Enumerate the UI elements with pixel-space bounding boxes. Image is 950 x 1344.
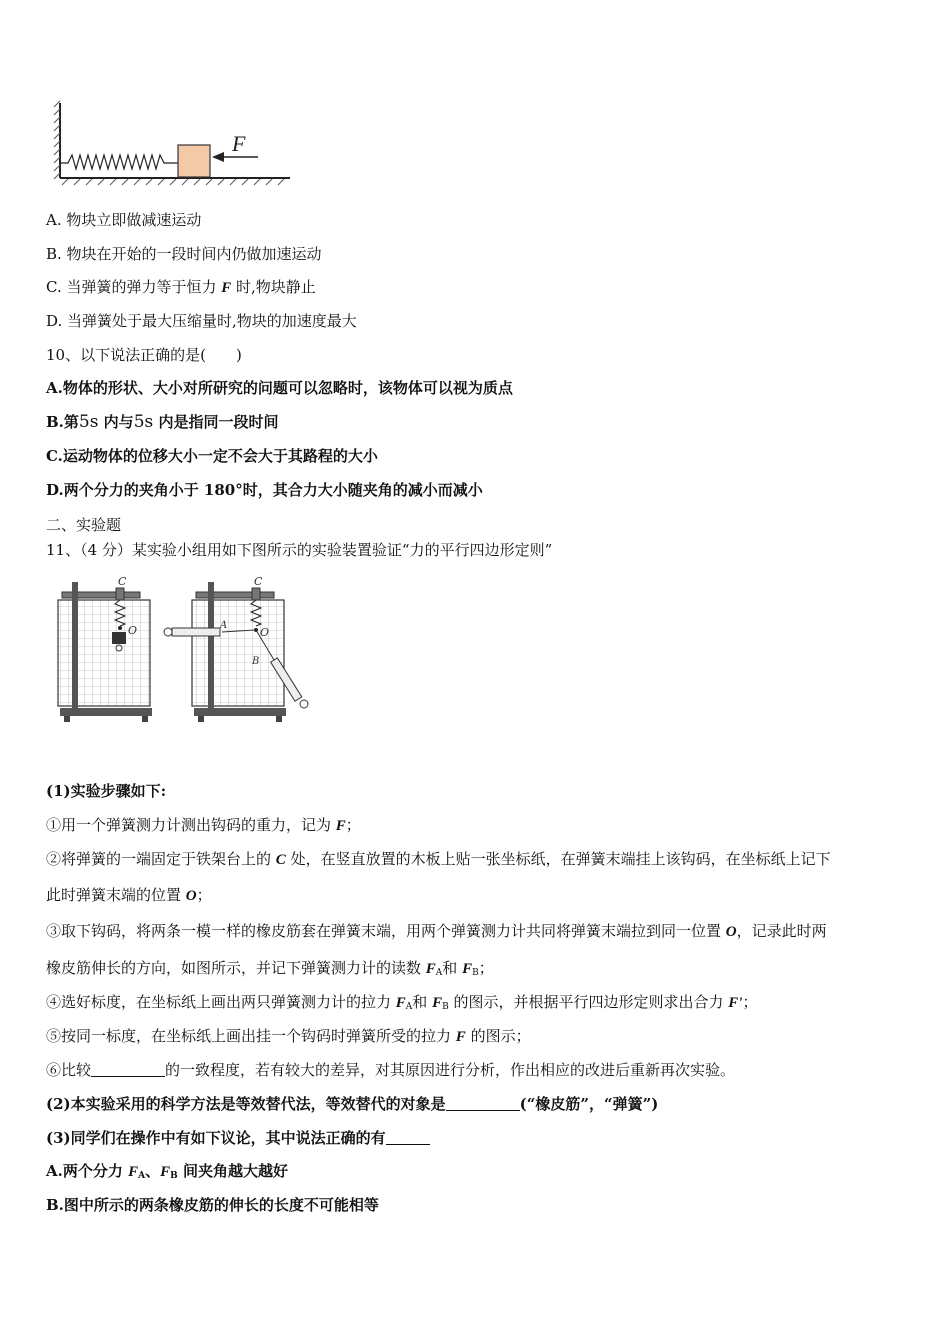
step-3: ③取下钩码，将两条一模一样的橡皮筋套在弹簧末端，用两个弹簧测力计共同将弹簧末端拉到同一位置 O，记录此时两 bbox=[46, 922, 827, 940]
answer-blank-2[interactable] bbox=[446, 1096, 520, 1111]
experiment-figure bbox=[52, 574, 332, 734]
step-3-cont: 橡皮筋伸长的方向，如图所示，并记下弹簧测力计的读数 $F_A$和 $F_B$； bbox=[46, 959, 494, 978]
answer-blank-1[interactable] bbox=[91, 1062, 165, 1077]
q11-option-b: B.图中所示的两条橡皮筋的伸长的长度不可能相等 bbox=[46, 1196, 379, 1214]
q11-option-a: A.两个分力 $F_A$、$F_B$ 间夹角越大越好 bbox=[46, 1162, 288, 1181]
block bbox=[178, 145, 210, 177]
q10-stem: 10、以下说法正确的是( ) bbox=[46, 346, 242, 364]
step-5: ⑤按同一标度，在坐标纸上画出挂一个钩码时弹簧所受的拉力 F 的图示； bbox=[46, 1027, 531, 1045]
svg-text:C: C bbox=[118, 575, 127, 588]
spring bbox=[60, 155, 178, 169]
svg-text:O: O bbox=[260, 626, 270, 639]
q10-option-c: C.运动物体的位移大小一定不会大于其路程的大小 bbox=[46, 447, 378, 465]
q11-part3: (3)同学们在操作中有如下议论，其中说法正确的有 bbox=[46, 1128, 430, 1148]
svg-text:B: B bbox=[252, 656, 260, 667]
q9-option-a: A. 物块立即做减速运动 bbox=[46, 211, 202, 229]
step-2-cont: 此时弹簧末端的位置 O； bbox=[46, 886, 212, 904]
q10-option-d: D.两个分力的夹角小于 180°时，其合力大小随夹角的减小而减小 bbox=[46, 481, 483, 499]
svg-text:A: A bbox=[220, 620, 228, 631]
force-label: F bbox=[232, 131, 246, 156]
q10-option-b: B.第5s 内与5s 内是指同一段时间 bbox=[46, 412, 279, 432]
step-4: ④选好标度，在坐标纸上画出两只弹簧测力计的拉力 $F_A$和 $F_B$ 的图示，并根据平行四边形定则求出合力 F'； bbox=[46, 993, 758, 1012]
step-2: ②将弹簧的一端固定于铁架台上的 C 处，在竖直放置的木板上贴一张坐标纸，在弹簧末端挂上该钩码，在坐标纸上记下 bbox=[46, 850, 831, 868]
q11-stem: 11、（4 分）某实验小组用如下图所示的实验装置验证“力的平行四边形定则” bbox=[46, 541, 553, 559]
q9-option-d: D. 当弹簧处于最大压缩量时,物块的加速度最大 bbox=[46, 312, 357, 330]
svg-text:O: O bbox=[128, 624, 138, 637]
q11-part1: (1)实验步骤如下: bbox=[46, 782, 167, 800]
q9-option-c: C. 当弹簧的弹力等于恒力 F 时,物块静止 bbox=[46, 278, 316, 296]
apparatus-left bbox=[58, 575, 152, 722]
section-title: 二、实验题 bbox=[46, 516, 122, 534]
answer-blank-3[interactable] bbox=[386, 1130, 430, 1145]
svg-text:C: C bbox=[254, 575, 263, 588]
spring-block-figure bbox=[40, 95, 300, 195]
q11-part2: (2)本实验采用的科学方法是等效替代法，等效替代的对象是 (“橡皮筋”，“弹簧”) bbox=[46, 1095, 659, 1113]
q9-option-b: B. 物块在开始的一段时间内仍做加速运动 bbox=[46, 245, 322, 263]
apparatus-right bbox=[164, 575, 308, 722]
step-1: ①用一个弹簧测力计测出钩码的重力，记为 F； bbox=[46, 816, 361, 834]
step-6: ⑥比较 的一致程度，若有较大的差异，对其原因进行分析，作出相应的改进后重新再次实验。 bbox=[46, 1061, 736, 1079]
q10-option-a: A.物体的形状、大小对所研究的问题可以忽略时，该物体可以视为质点 bbox=[46, 379, 513, 397]
